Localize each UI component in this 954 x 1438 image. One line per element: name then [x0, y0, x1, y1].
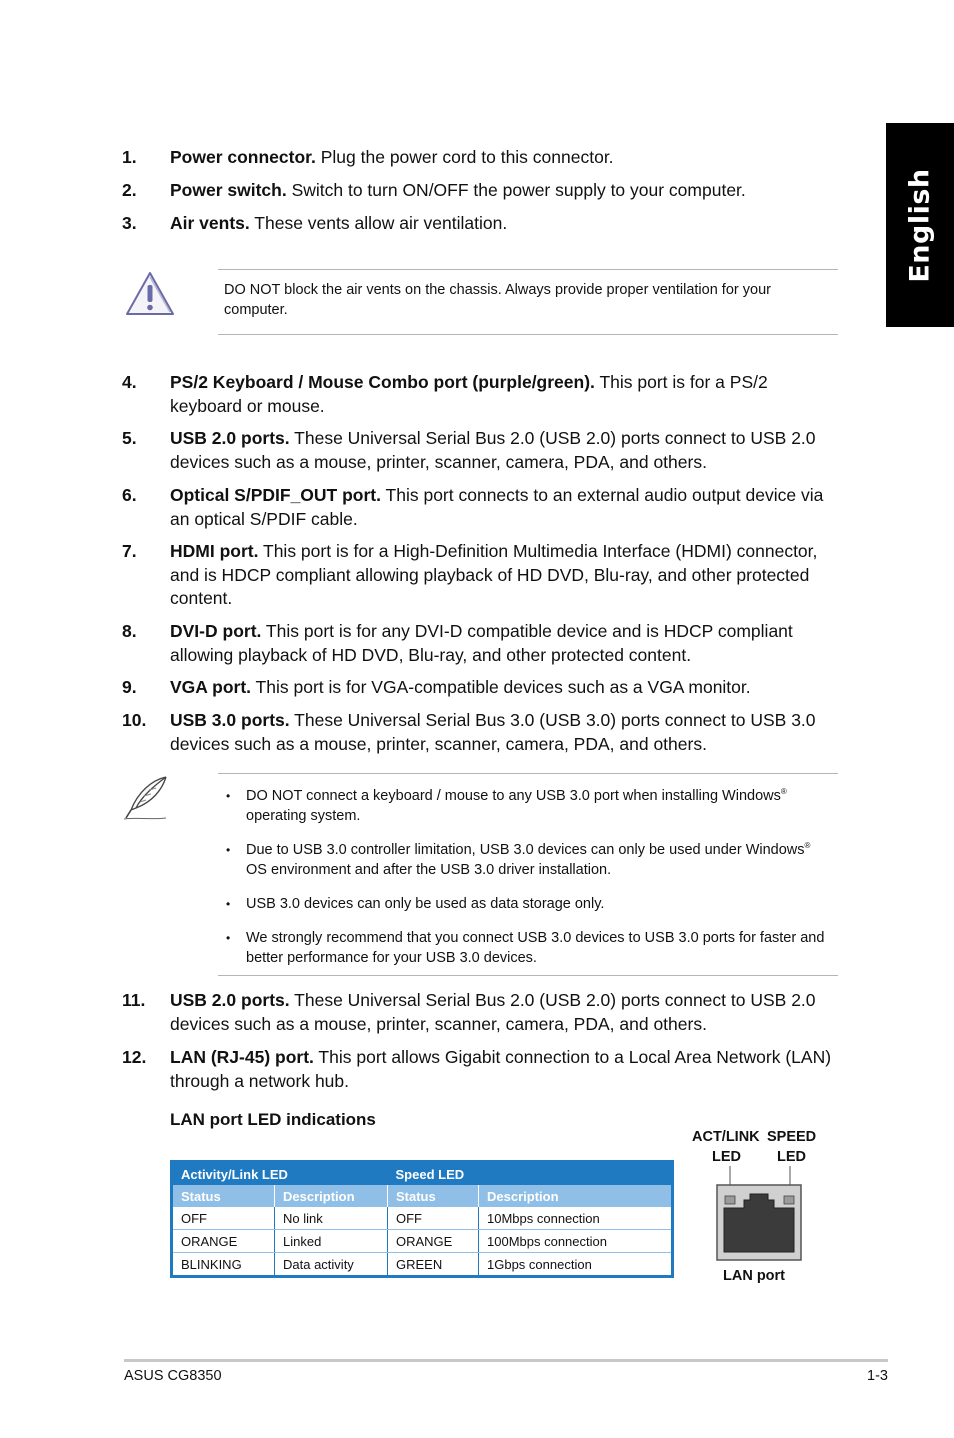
led-right-label: LED — [777, 1149, 806, 1165]
led-table — [170, 1160, 674, 1278]
list-item: 12. LAN (RJ-45) port. This port allows Gigabit connection to a Local Area Network (LAN) through a network hub. — [122, 1047, 832, 1091]
table-row: BLINKING Data activity GREEN 1Gbps connection — [172, 1253, 673, 1277]
footer-divider — [124, 1359, 888, 1362]
group-header: Activity/Link LED — [172, 1162, 388, 1186]
column-header: Description — [479, 1185, 673, 1207]
language-tab — [886, 123, 954, 327]
column-header: Description — [275, 1185, 388, 1207]
note-item: • We strongly recommend that you connect USB 3.0 devices to USB 3.0 ports for faster and better performance for your USB 3.0 devices. — [218, 928, 828, 968]
lan-port-icon — [714, 1166, 804, 1264]
note-item: • DO NOT connect a keyboard / mouse to any USB 3.0 port when installing Windows® operating system. — [218, 786, 828, 826]
note-item: • USB 3.0 devices can only be used as data storage only. — [218, 894, 828, 914]
note-box — [218, 773, 838, 976]
group-header: Speed LED — [388, 1162, 673, 1186]
led-left-label: LED — [712, 1149, 741, 1165]
language-tab-label: English — [904, 167, 936, 283]
list-item: 6. Optical S/PDIF_OUT port. This port connects to an external audio output device via an optical S/PDIF cable. — [122, 485, 824, 529]
column-header: Status — [172, 1185, 275, 1207]
speed-label: SPEED — [767, 1129, 817, 1145]
quill-pen-icon — [122, 774, 172, 822]
list-item: 11. USB 2.0 ports. These Universal Serial Bus 2.0 (USB 2.0) ports connect to USB 2.0 devices such as a mouse, printer, scanner, camera, PDA, and others. — [122, 990, 816, 1034]
list-item: 5. USB 2.0 ports. These Universal Serial Bus 2.0 (USB 2.0) ports connect to USB 2.0 devices such as a mouse, printer, scanner, camera, PDA, and others. — [122, 428, 816, 472]
list-item: 8. DVI-D port. This port is for any DVI-D compatible device and is HDCP compliant allowing playback of HD DVD, Blu-ray, and other protected content. — [122, 621, 793, 665]
list-item: 4. PS/2 Keyboard / Mouse Combo port (purple/green). This port is for a PS/2 keyboard or mouse. — [122, 372, 768, 416]
list-item: 9. VGA port. This port is for VGA-compatible devices such as a VGA monitor. — [122, 677, 751, 697]
footer-page-number: 1-3 — [867, 1368, 888, 1384]
list-item: 2. Power switch. Switch to turn ON/OFF the power supply to your computer. — [122, 180, 746, 200]
lan-heading: LAN port LED indications — [170, 1110, 376, 1129]
lan-port-label: LAN port — [723, 1268, 786, 1284]
list-item: 3. Air vents. These vents allow air ventilation. — [122, 213, 508, 233]
table-row: OFF No link OFF 10Mbps connection — [172, 1207, 673, 1230]
warning-text: DO NOT block the air vents on the chassis. Always provide proper ventilation for your computer. — [224, 282, 771, 318]
table-row: ORANGE Linked ORANGE 100Mbps connection — [172, 1230, 673, 1253]
act-link-label: ACT/LINK — [692, 1129, 760, 1145]
list-item: 7. HDMI port. This port is for a High-Definition Multimedia Interface (HDMI) connector, and is HDCP compliant allowing playback of HD DVD, Blu-ray, and other protected content. — [122, 541, 818, 608]
column-header: Status — [388, 1185, 479, 1207]
list-item: 10. USB 3.0 ports. These Universal Serial Bus 3.0 (USB 3.0) ports connect to USB 3.0 devices such as a mouse, printer, scanner, camera, PDA, and others. — [122, 710, 816, 754]
note-item: • Due to USB 3.0 controller limitation, USB 3.0 devices can only be used under Windows® OS environment and after the USB 3.0 driver installation. — [218, 840, 828, 880]
list-item: 1. Power connector. Plug the power cord to this connector. — [122, 147, 614, 167]
footer-model: ASUS CG8350 — [124, 1368, 222, 1384]
warning-box — [218, 269, 838, 335]
warning-triangle-icon — [124, 270, 176, 318]
